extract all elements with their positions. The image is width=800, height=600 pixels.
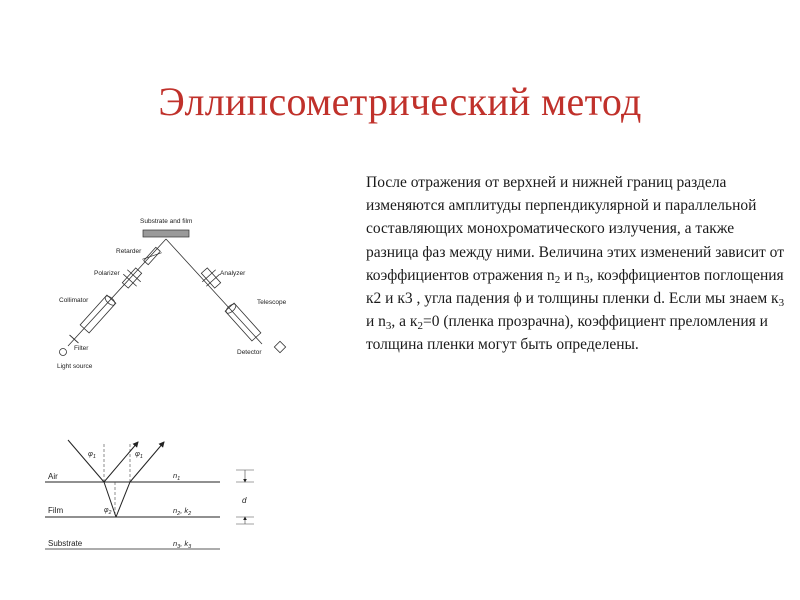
telescope-element [224, 302, 260, 340]
detector-shape [274, 341, 285, 352]
substrate-block [143, 230, 189, 237]
reflected-ray-bottom [116, 482, 130, 517]
light-source-circle [60, 349, 67, 356]
label-phi2: $\varphi_2$ [104, 507, 112, 516]
label-n1: $n_1$ [173, 471, 181, 482]
label-detector: Detector [237, 349, 262, 356]
label-air: Air [48, 472, 58, 481]
label-collimator: Collimator [59, 297, 89, 304]
emerging-ray [130, 442, 164, 482]
label-n2k2: $n_2$, $k_2$ [173, 506, 192, 517]
label-phi1-left: $\varphi_1$ [88, 449, 96, 460]
label-film: Film [48, 506, 64, 515]
label-phi1-right: $\varphi_1$ [135, 449, 143, 460]
label-d: d [242, 496, 247, 505]
label-filter: Filter [74, 345, 89, 352]
thin-film-diagram [40, 436, 270, 556]
label-substrate-layer: Substrate [48, 539, 83, 548]
label-retarder: Retarder [116, 248, 142, 255]
label-substrate: Substrate and film [140, 218, 193, 225]
retarder-element [142, 246, 161, 266]
label-n3k3: $n_3$, $k_3$ [173, 539, 192, 550]
label-polarizer: Polarizer [94, 270, 120, 277]
label-telescope: Telescope [257, 299, 287, 306]
description-text: После отражения от верхней и нижней границ раздела изменяются амплитуды перпендикулярной и параллельной составляющих монохроматического излучения, а также разница фаз между ними. Величина этих изменений зависит от коэффициентов отражения $n_2$ и $n_3$, коэффициентов поглощения к2 и к3 , угла падения ϕ и толщины пленки d. Если мы знаем $к_3$ и $n_3$, а $к_2=0$ (пленка прозрачна), коэффициент преломления и толщина пленки могут быть определены. [366, 174, 785, 354]
reflected-ray-top [104, 442, 138, 482]
reflected-beam [166, 239, 262, 344]
label-light-source: Light source [57, 363, 93, 370]
label-analyzer: Analyzer [220, 270, 246, 277]
incident-ray [68, 440, 104, 482]
ellipsometer-setup-diagram [40, 212, 300, 372]
incident-beam [68, 239, 166, 346]
polarizer-element [119, 265, 146, 292]
slide-title: Эллипсометрический метод [158, 79, 642, 124]
